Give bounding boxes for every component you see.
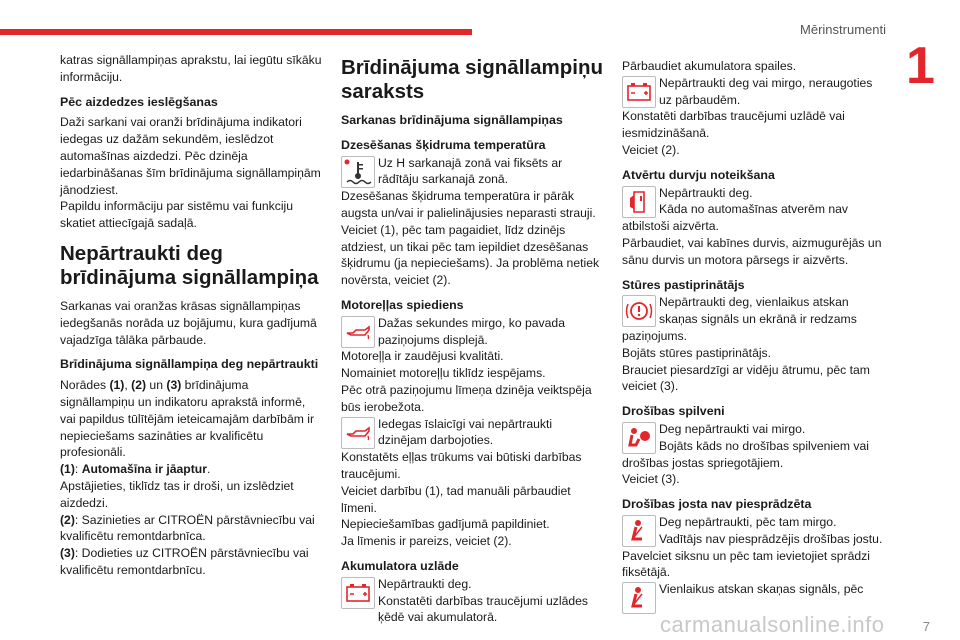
door-row [622, 185, 884, 219]
seatbelt-icon [622, 515, 656, 547]
coolant-temperature-icon [341, 156, 375, 188]
heading-steering: Stūres pastiprinātājs [622, 277, 745, 292]
column-2 [341, 52, 603, 626]
heading-door: Atvērtu durvju noteikšana [622, 167, 775, 182]
note-3 [60, 545, 322, 579]
oil-desc-1: Dažas sekundes mirgo, ko pavada paziņojums displejā. [378, 315, 565, 347]
paragraph: drošības jostas spriegotājiem. [622, 455, 784, 470]
oil-row-2 [341, 416, 603, 450]
note-bold: Automašīna ir jāaptur [81, 462, 207, 477]
paragraph: Veiciet (3). [622, 472, 680, 487]
paragraph: Nepieciešamības gadījumā papildiniet. [341, 517, 550, 532]
steering-desc: Nepārtraukti deg, vienlaikus atskan skaņas signāls un ekrānā ir redzams [659, 295, 857, 327]
text-run: , [124, 378, 132, 393]
watermark: carmanualsonline.info [660, 612, 885, 637]
column-1 [60, 52, 322, 579]
battery-desc-2: Konstatēti darbības traucējumi uzlādes ķēdē vai akumulatorā. [378, 593, 589, 625]
header-accent-bar [0, 29, 472, 35]
seatbelt-desc: Deg nepārtraukti, pēc tam mirgo. [659, 514, 837, 529]
note-label: (3) [60, 546, 75, 561]
battery-desc: Nepārtraukti deg. [378, 576, 472, 591]
heading-lamp-on: Brīdinājuma signāllampiņa deg nepārtraukti [60, 357, 319, 372]
open-door-icon [622, 186, 656, 218]
seatbelt-icon [622, 582, 656, 614]
airbag-desc-2: Bojāts kāds no drošības spilveniem vai [659, 438, 870, 453]
airbag-icon [622, 422, 656, 454]
paragraph: Dzesēšanas šķidruma temperatūra ir pārāk augsta un/vai ir palielinājusies neparasti strauji. [341, 189, 596, 220]
heading-seatbelt: Drošības josta nav piesprādzēta [622, 497, 812, 512]
steering-warning-icon [622, 295, 656, 327]
paragraph: katras signāllampiņas aprakstu, lai iegūtu sīkāku informāciju. [60, 53, 322, 84]
airbag-row [622, 421, 884, 455]
text-run: un [146, 378, 167, 393]
heading-battery: Akumulatora uzlāde [341, 558, 459, 573]
heading-oil: Motoreļļas spiediens [341, 297, 464, 312]
battery-row-2 [622, 75, 884, 109]
paragraph [60, 377, 322, 461]
door-desc-2: Kāda no automašīnas atverēm nav [659, 202, 849, 217]
note-2 [60, 512, 322, 546]
paragraph: Sarkanas vai oranžas krāsas signāllampiņas iedegšanās norāda uz bojājumu, kura gadījumā vajadzīga tālāka pārbaude. [60, 298, 317, 347]
coolant-desc: Uz H sarkanajā zonā vai fiksēts ar rādītāju sarkanajā zonā. [378, 155, 563, 187]
page-number: 7 [922, 619, 930, 634]
oil-row-1 [341, 315, 603, 349]
seatbelt-row [622, 514, 884, 548]
seatbelt-desc-2: Vadītājs nav piesprādzējis drošības jostu. [659, 531, 883, 546]
oil-desc-2: Iedegas īslaicīgi vai nepārtraukti dzinējam darbojoties. [378, 416, 553, 448]
note-label: (2) [60, 512, 75, 527]
door-desc: Nepārtraukti deg. [659, 185, 753, 200]
paragraph: Pārbaudiet akumulatora spailes. [622, 59, 797, 73]
heading-warning-list: Brīdinājuma signāllampiņu saraksts [341, 56, 603, 103]
ref-1: (1) [109, 378, 125, 393]
battery-icon [622, 76, 656, 108]
section-title: Mērinstrumenti [800, 22, 886, 37]
paragraph: Pārbaudiet, vai kabīnes durvis, aizmugurējās un sānu durvis un motora pārsegs ir aizvērts. [622, 235, 882, 267]
paragraph: Brauciet piesardzīgi ar vidēju ātrumu, pēc tam veiciet (3). [622, 362, 870, 394]
ref-2: (2) [131, 378, 147, 393]
chapter-number: 1 [906, 37, 935, 95]
paragraph: Pēc otrā paziņojumu līmeņa dzinēja veiktspēja būs ierobežota. [341, 382, 592, 414]
note-label: (1) [60, 462, 75, 477]
heading-coolant: Dzesēšanas šķidruma temperatūra [341, 137, 546, 152]
heading-ignition: Pēc aizdedzes ieslēgšanas [60, 94, 218, 109]
paragraph: Papildu informāciju par sistēmu vai funkciju skatiet attiecīgajā sadaļā. [60, 199, 294, 231]
paragraph: atbilstoši aizvērta. [622, 219, 719, 234]
oil-pressure-icon [341, 417, 375, 449]
text-run: Norādes [60, 378, 110, 393]
note-1: (1): Automašīna ir jāaptur. [60, 462, 211, 477]
text-run: brīdinājuma signāllampiņu un indikatoru aprakstā informē, vai papildus tūlītējām ieteicamajām darbībām ir nepieciešams sazināties ar kvalificētu profesionāli. [60, 378, 315, 460]
coolant-row [341, 155, 603, 189]
column-3 [622, 58, 884, 613]
paragraph: Veiciet (1), pēc tam pagaidiet, līdz dzinējs atdziest, un tikai pēc tam iepildiet dzesēšanas šķidrumu (ja nepieciešams). Ja problēma netiek novērsta, veiciet (2). [341, 222, 600, 288]
paragraph: Apstājieties, tiklīdz tas ir droši, un izslēdziet aizdedzi. [60, 478, 294, 510]
paragraph: Konstatēts eļļas trūkums vai būtiski darbības traucējumi. [341, 450, 582, 481]
paragraph: Ja līmenis ir pareizs, veiciet (2). [341, 534, 512, 549]
paragraph: Pavelciet siksnu un pēc tam ievietojiet sprādzi fiksētājā. [622, 548, 870, 580]
paragraph: Veiciet (2). [622, 142, 680, 157]
paragraph: Veiciet darbību (1), tad manuāli pārbaudiet līmeni. [341, 483, 571, 515]
battery-icon [341, 577, 375, 609]
note-text: : Dodieties uz CITROËN pārstāvniecību vai kvalificētu remontdarbnīcu. [60, 546, 309, 577]
paragraph: Nomainiet motoreļļu tiklīdz iespējams. [341, 366, 546, 381]
paragraph: Daži sarkani vai oranži brīdinājuma indikatori iedegas uz dažām sekundēm, ieslēdzot automašīnas aizdedzi. Pēc dzinēja iedarbināšanas šīm brīdinājuma signāllampiņām jānodziest. [60, 115, 321, 197]
paragraph: Motoreļļa ir zaudējusi kvalitāti. [341, 349, 504, 364]
seatbelt-desc-3: Vienlaikus atskan skaņas signāls, pēc [659, 582, 864, 597]
battery-desc-3: Nepārtraukti deg vai mirgo, neraugoties uz pārbaudēm. [659, 75, 873, 107]
paragraph: paziņojums. [622, 328, 688, 343]
heading-airbags: Drošības spilveni [622, 404, 725, 419]
airbag-desc: Deg nepārtraukti vai mirgo. [659, 421, 806, 436]
note-text: : Sazinieties ar CITROËN pārstāvniecību vai kvalificētu remontdarbnīca. [60, 512, 315, 544]
heading-continuous-warning: Nepārtraukti deg brīdinājuma signāllampiņa [60, 241, 319, 289]
steering-row [622, 294, 884, 328]
paragraph: Konstatēti darbības traucējumi uzlādē vai iesmidzināšanā. [622, 109, 845, 141]
ref-3: (3) [166, 378, 182, 393]
seatbelt-row-2 [622, 581, 884, 613]
heading-red-lamps: Sarkanas brīdinājuma signāllampiņas [341, 113, 563, 127]
paragraph: Bojāts stūres pastiprinātājs. [622, 345, 772, 360]
battery-row [341, 576, 603, 626]
oil-pressure-icon [341, 316, 375, 348]
